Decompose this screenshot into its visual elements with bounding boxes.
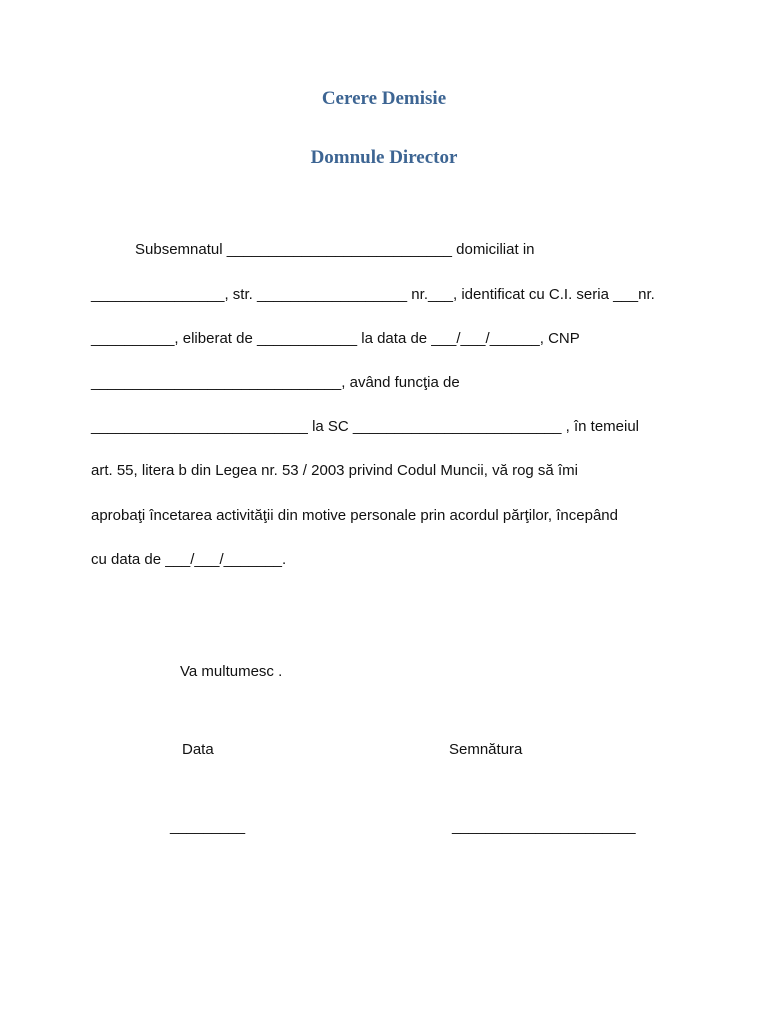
signature-label: Semnătura — [449, 741, 523, 758]
document-addressee: Domnule Director — [310, 147, 458, 168]
signature-blank-line: ______________________ — [452, 818, 636, 835]
body-line-7: aprobaţi încetarea activităţii din motive personale prin acordul părţilor, începând — [91, 507, 618, 524]
date-label: Data — [182, 741, 214, 758]
body-line-5: __________________________ la SC _________________________ , în temeiul — [91, 418, 640, 435]
body-line-1: Subsemnatul ___________________________ domiciliat in — [135, 241, 535, 258]
document-title: Cerere Demisie — [321, 88, 447, 109]
body-line-6: art. 55, litera b din Legea nr. 53 / 2003 privind Codul Muncii, vă rog să îmi — [91, 462, 578, 479]
body-line-2: ________________, str. __________________ nr.___, identificat cu C.I. seria ___nr. — [91, 286, 655, 303]
body-line-4: ______________________________, având funcţia de — [91, 374, 460, 391]
date-blank-line: _________ — [170, 818, 246, 835]
body-line-3: __________, eliberat de ____________ la data de ___/___/______, CNP — [91, 330, 580, 347]
closing-text: Va multumesc . — [180, 663, 283, 680]
body-line-8: cu data de ___/___/_______. — [91, 551, 287, 568]
